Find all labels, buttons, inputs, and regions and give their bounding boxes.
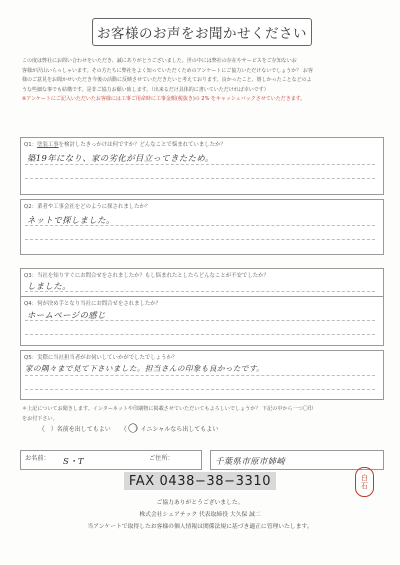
question-4-box (20, 296, 384, 346)
answer-line (25, 291, 375, 292)
question-1-label: Q1：塗装工事を検討したきっかけは何ですか？どんなことで悩まれていましたか？ (24, 142, 226, 148)
seal-char: 石 (361, 482, 368, 490)
name-value: S・T (63, 456, 84, 466)
option-paren: （ (38, 425, 45, 433)
permission-line: ＊上記についてお聞きします。インターネットや印刷物に掲載させていただいてもよろしいでしょうか？ 下記の中から一つ〇印 (22, 406, 313, 412)
answer-line (25, 178, 375, 179)
address-label: ご住所： (149, 455, 174, 462)
question-2-label: Q2：業者や工事会社をどのように探されましたか？ (24, 204, 151, 210)
intro-line: 様のご意見をお聞かせいただき今後の活動に反映させていただきたいと考えております。良かったこと、嬉しかったことなどのよ (22, 77, 312, 84)
question-5-label: Q5：実際に当社担当者がお伺いしていかがでしたでしょうか？ (24, 355, 178, 361)
answer-line (25, 164, 375, 165)
address-field[interactable] (149, 450, 384, 470)
answer-line (25, 334, 375, 335)
question-1-emphasis: 塗装工事 (37, 142, 59, 148)
selected-circle-mark: 〇 (128, 424, 138, 435)
question-3-label: Q3：当社を知りすぐにお問合せをされましたか？もし悩まれたとしたらどんなことが不安でしたか？ (24, 273, 269, 279)
name-label: お名前： (25, 455, 50, 462)
question-1-box (20, 137, 384, 195)
name-field[interactable] (20, 450, 202, 470)
permission-text (22, 404, 382, 424)
intro-line: 客様が沢山いらっしゃいます。その方たちに弊社をよく知っていただくためのアンケートにご協力いただけないでしょうか？ お客 (22, 67, 313, 74)
intro-line: うな些細な事でも結構です。是非ご協力お願い致します。（出来るだけ具体的に書いていただければ幸いです） (22, 86, 269, 93)
answer-line (25, 389, 375, 390)
question-1-answer[interactable]: 築19年になり、家の劣化が目立ってきたため。 (27, 153, 214, 163)
option-name-label: ）名前を出してもよい (50, 426, 111, 433)
company-text: 株式会社シェアテック 代表取締役 大久保 誠二 (139, 512, 261, 518)
question-2-box (20, 199, 384, 255)
question-5-box (20, 350, 384, 400)
answer-line (25, 375, 375, 376)
thanks-text: ご協力ありがとうございました。 (156, 500, 244, 506)
option-name-ok[interactable] (38, 424, 111, 434)
answer-line (25, 239, 375, 240)
permission-line: をお付下さい。 (22, 416, 58, 422)
intro-text (22, 57, 380, 105)
name-seal-stamp (355, 467, 374, 497)
question-3-answer[interactable]: しました。 (27, 281, 71, 291)
fax-number: FAX 0438−38−3310 (124, 472, 276, 490)
question-5-answer[interactable]: 家の隅々まで見て下さいました。担当さんの印象も良かったです。 (25, 364, 265, 373)
privacy-notice: 当アンケートで取得したお客様の個人情報は関係法規に基づき適正に管理いたします。 (87, 524, 313, 530)
cashback-note: ※アンケートにご記入いただいたお客様には工事ご用命時に工事金額(税抜き)の 2% をキャッシュバックさせていただきます。 (22, 96, 306, 103)
intro-line: この度は弊社にお問い合わせをいただき、誠にありがとうございました。世の中には弊社の存在やサービスをご存知ないお (22, 58, 297, 64)
option-paren: （ (120, 425, 127, 433)
seal-char: 白 (361, 473, 368, 482)
option-initials-label: ）イニシャルなら出してもよい (134, 426, 219, 433)
question-4-label: Q4：何が決め手となり当社にお問合せをされましたか？ (24, 301, 162, 307)
page-title: お客様のお声をお聞かせください (92, 18, 312, 46)
address-value: 千葉県市原市姉崎 (215, 456, 286, 466)
question-4-answer[interactable]: ホームページの感じ (27, 310, 106, 320)
question-2-answer[interactable]: ネットで探しました。 (27, 215, 115, 225)
